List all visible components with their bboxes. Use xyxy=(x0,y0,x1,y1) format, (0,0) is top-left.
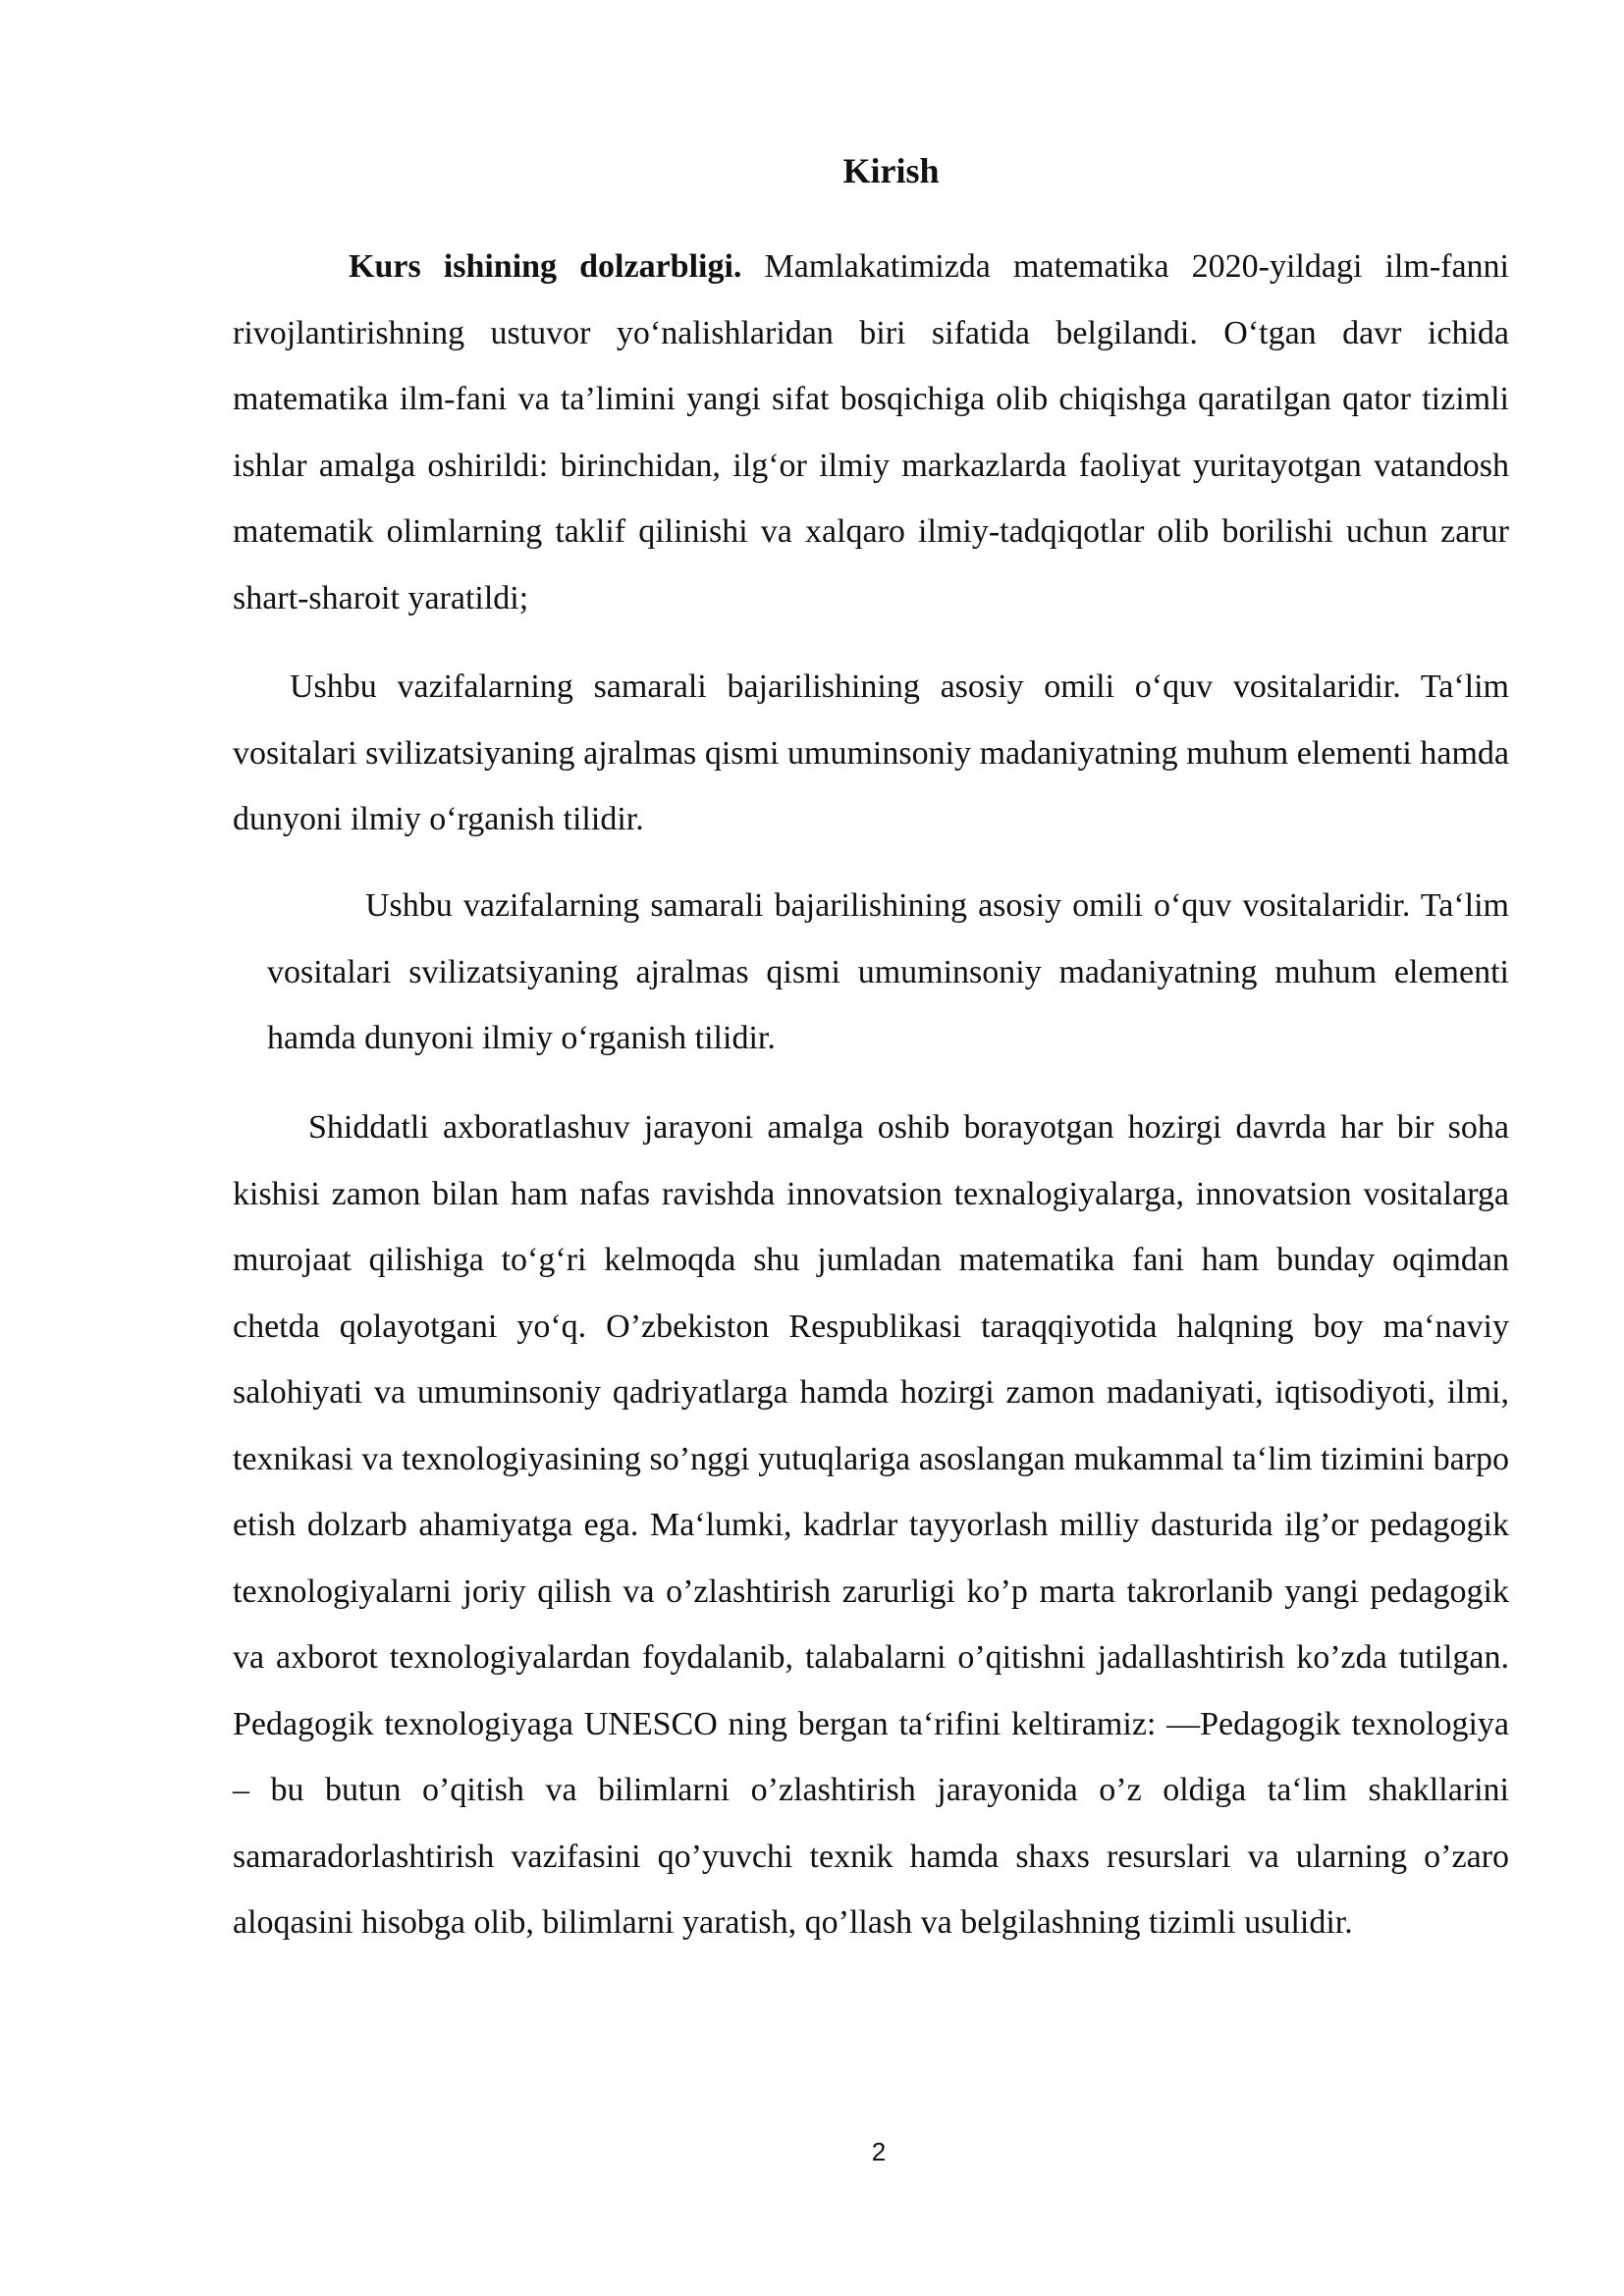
page-number: 2 xyxy=(871,2137,887,2166)
page-title: Kirish xyxy=(842,151,940,190)
paragraph-lead: Kurs ishining dolzarbligi. xyxy=(349,248,742,285)
paragraph-text: Mamlakatimizda matematika 2020-yildagi ilm-fanni rivojlantirishning ustuvor yo‘nalishlaridan biri sifatida belgilandi. O‘tgan davr ichida matematika ilm-fani va ta’limini yangi sifat bosqichiga olib chiqishga qaratilgan qator tizimli ishlar amalga oshirildi: birinchidan, ilg‘or ilmiy markazlarda faoliyat yuritayotgan vatandosh matematik olimlarning taklif qilinishi va xalqaro ilmiy-tadqiqotlar olib borilishi uchun zarur shart-sharoit yaratildi; xyxy=(233,248,1510,616)
paragraph-learning-tools-repeat: Ushbu vazifalarning samarali bajarilishining asosiy omili o‘quv vositalaridir. Ta‘lim vositalari svilizatsiyaning ajralmas qismi umuminsoniy madaniyatning muhum elementi hamda dunyoni ilmiy o‘rganish tilidir. xyxy=(267,887,1509,1056)
paragraph-learning-tools: Ushbu vazifalarning samarali bajarilishining asosiy omili o‘quv vositalaridir. Ta‘lim vositalari svilizatsiyaning ajralmas qismi umuminsoniy madaniyatning muhum elementi hamda dunyoni ilmiy o‘rganish tilidir. xyxy=(233,668,1509,837)
paragraph-pedagogical-technology: Shiddatli axboratlashuv jarayoni amalga oshib borayotgan hozirgi davrda har bir soha kishisi zamon bilan ham nafas ravishda innovatsion texnalogiyalarga, innovatsion vositalarga murojaat qilishiga to‘g‘ri kelmoqda shu jumladan matematika fani ham bunday oqimdan chetda qolayotgani yo‘q. O’zbekiston Respublikasi taraqqiyotida halqning boy ma‘naviy salohiyati va umuminsoniy qadriyatlarga hamda hozirgi zamon madaniyati, iqtisodiyoti, ilmi, texnikasi va texnologiyasining so’nggi yutuqlariga asoslangan mukammal ta‘lim tizimini barpo etish dolzarb ahamiyatga ega. Ma‘lumki, kadrlar tayyorlash milliy dasturida ilg’or pedagogik texnologiyalarni joriy qilish va o’zlashtirish zarurligi ko’p marta takrorlanib yangi pedagogik va axborot texnologiyalardan foydalanib, talabalarni o’qitishni jadallashtirish ko’zda tutilgan. Pedagogik texnologiyaga UNESCO ning bergan ta‘rifini keltiramiz: ―Pedagogik texnologiya – bu butun o’qitish va bilimlarni o’zlashtirish jarayonida o’z oldiga ta‘lim shakllarini samaradorlashtirish vazifasini qo’yuvchi texnik hamda shaxs resurslari va ularning o’zaro aloqasini hisobga olib, bilimlarni yaratish, qo’llash va belgilashning tizimli usulidir. xyxy=(233,1109,1509,1941)
paragraph-relevance xyxy=(233,234,1509,631)
